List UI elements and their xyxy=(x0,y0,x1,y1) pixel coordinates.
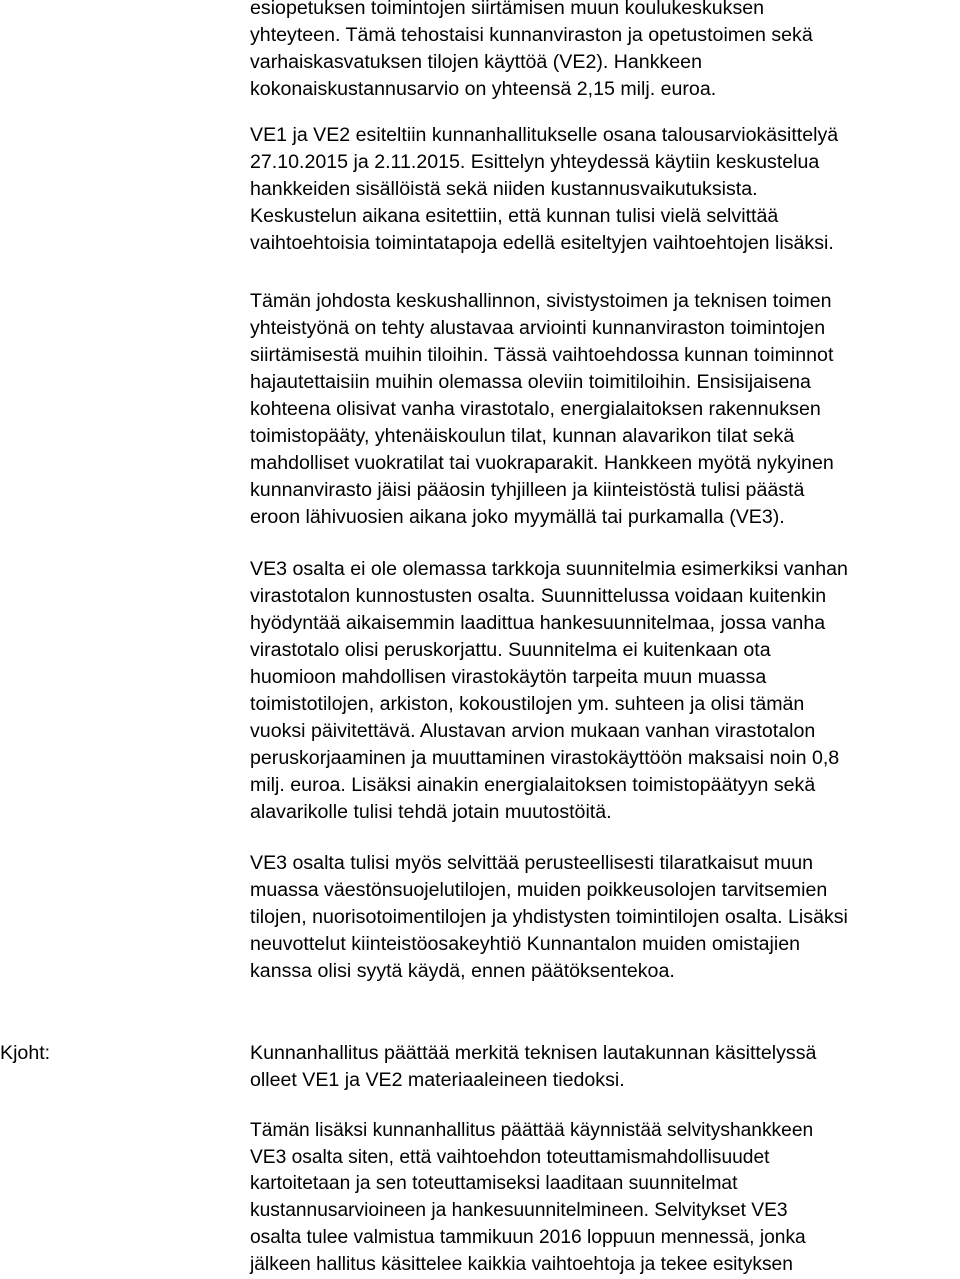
text-line: vaihtoehtoisia toimintatapoja edellä esiteltyjen vaihtoehtojen lisäksi. xyxy=(250,232,834,254)
text-line: kanssa olisi syytä käydä, ennen päätöksentekoa. xyxy=(250,960,675,982)
paragraph-intro xyxy=(250,0,955,103)
text-line: toimistopääty, yhtenäiskoulun tilat, kunnan alavarikon tilat sekä xyxy=(250,425,795,447)
text-line: kartoitetaan ja sen toteuttamiseksi laaditaan suunnitelmat xyxy=(250,1173,738,1195)
text-line: virastotalon kunnostusten osalta. Suunnittelussa voidaan kuitenkin xyxy=(250,585,827,607)
text-line: neuvottelut kiinteistöosakeyhtiö Kunnantalon muiden omistajien xyxy=(250,933,801,955)
paragraph-kjoht-decision xyxy=(250,1040,955,1094)
text-line: Keskustelun aikana esitettiin, että kunnan tulisi vielä selvittää xyxy=(250,205,779,227)
paragraph-kjoht-study xyxy=(250,1118,955,1278)
text-line: kohteena olisivat vanha virastotalo, energialaitoksen rakennuksen xyxy=(250,398,821,420)
text-line: kustannusarvioineen ja hankesuunnitelmineen. Selvitykset VE3 xyxy=(250,1200,788,1222)
text-line: kunnanvirasto jäisi pääosin tyhjilleen ja kiinteistöstä tulisi päästä xyxy=(250,479,805,501)
text-line: Tämän johdosta keskushallinnon, sivistystoimen ja teknisen toimen xyxy=(250,290,832,312)
text-line: yhteyteen. Tämä tehostaisi kunnanviraston ja opetustoimen sekä xyxy=(250,24,813,46)
text-line: kokonaiskustannusarvio on yhteensä 2,15 milj. euroa. xyxy=(250,78,717,100)
text-line: siirtämisestä muihin tiloihin. Tässä vaihtoehdossa kunnan toiminnot xyxy=(250,344,834,366)
text-line: vuoksi päivitettävä. Alustavan arvion mukaan vanhan virastotalon xyxy=(250,720,816,742)
text-line: eroon lähivuosien aikana joko myymällä tai purkamalla (VE3). xyxy=(250,506,785,528)
text-line: alavarikolle tulisi tehdä jotain muutostöitä. xyxy=(250,801,612,823)
kjoht-label: Kjoht: xyxy=(0,1042,51,1064)
text-line: hyödyntää aikaisemmin laadittua hankesuunnitelmaa, jossa vanha xyxy=(250,612,826,634)
text-line: 27.10.2015 ja 2.11.2015. Esittelyn yhteydessä käytiin keskustelua xyxy=(250,151,820,173)
text-line: virastotalo olisi peruskorjattu. Suunnitelma ei kuitenkaan ota xyxy=(250,639,771,661)
text-line: esiopetuksen toimintojen siirtämisen muun koulukeskuksen xyxy=(250,0,765,19)
text-line: Tämän lisäksi kunnanhallitus päättää käynnistää selvityshankkeen xyxy=(250,1120,814,1141)
paragraph-ve1-ve2 xyxy=(250,122,955,257)
paragraph-ve3-plans xyxy=(250,556,955,826)
text-line: VE3 osalta ei ole olemassa tarkkoja suunnitelmia esimerkiksi vanhan xyxy=(250,558,848,580)
text-line: varhaiskasvatuksen tilojen käyttöä (VE2). Hankkeen xyxy=(250,51,702,73)
text-line: hajautettaisiin muihin olemassa oleviin toimitiloihin. Ensisijaisena xyxy=(250,371,811,393)
text-line: jälkeen hallitus käsittelee kaikkia vaihtoehtoja ja tekee esityksen xyxy=(250,1253,793,1275)
text-line: olleet VE1 ja VE2 materiaaleineen tiedoksi. xyxy=(250,1069,625,1091)
paragraph-ve3-intro xyxy=(250,288,955,531)
text-line: mahdolliset vuokratilat tai vuokraparakit. Hankkeen myötä nykyinen xyxy=(250,452,834,474)
text-line: tilojen, nuorisotoimentilojen ja yhdistysten toimintilojen osalta. Lisäksi xyxy=(250,906,848,928)
text-line: osalta tulee valmistua tammikuun 2016 loppuun mennessä, jonka xyxy=(250,1226,806,1248)
text-line: toimistotilojen, arkiston, kokoustilojen ym. suhteen ja olisi tämän xyxy=(250,693,805,715)
text-line: peruskorjaaminen ja muuttaminen virastokäyttöön maksaisi noin 0,8 xyxy=(250,747,840,769)
text-line: VE3 osalta tulisi myös selvittää perusteellisesti tilaratkaisut muun xyxy=(250,852,814,874)
text-line: muassa väestönsuojelutilojen, muiden poikkeusolojen tarvitsemien xyxy=(250,879,828,901)
text-line: huomioon mahdollisen virastokäytön tarpeita muun muassa xyxy=(250,666,767,688)
text-line: VE3 osalta siten, että vaihtoehdon toteuttamismahdollisuudet xyxy=(250,1146,770,1168)
text-line: VE1 ja VE2 esiteltiin kunnanhallitukselle osana talousarviokäsittelyä xyxy=(250,124,839,146)
text-line: milj. euroa. Lisäksi ainakin energialaitoksen toimistopäätyyn sekä xyxy=(250,774,816,796)
text-line: hankkeiden sisällöistä sekä niiden kustannusvaikutuksista. xyxy=(250,178,758,200)
text-line: yhteistyönä on tehty alustavaa arviointi kunnanviraston toimintojen xyxy=(250,317,826,339)
text-line: Kunnanhallitus päättää merkitä teknisen lautakunnan käsittelyssä xyxy=(250,1042,817,1064)
paragraph-ve3-further xyxy=(250,850,955,985)
